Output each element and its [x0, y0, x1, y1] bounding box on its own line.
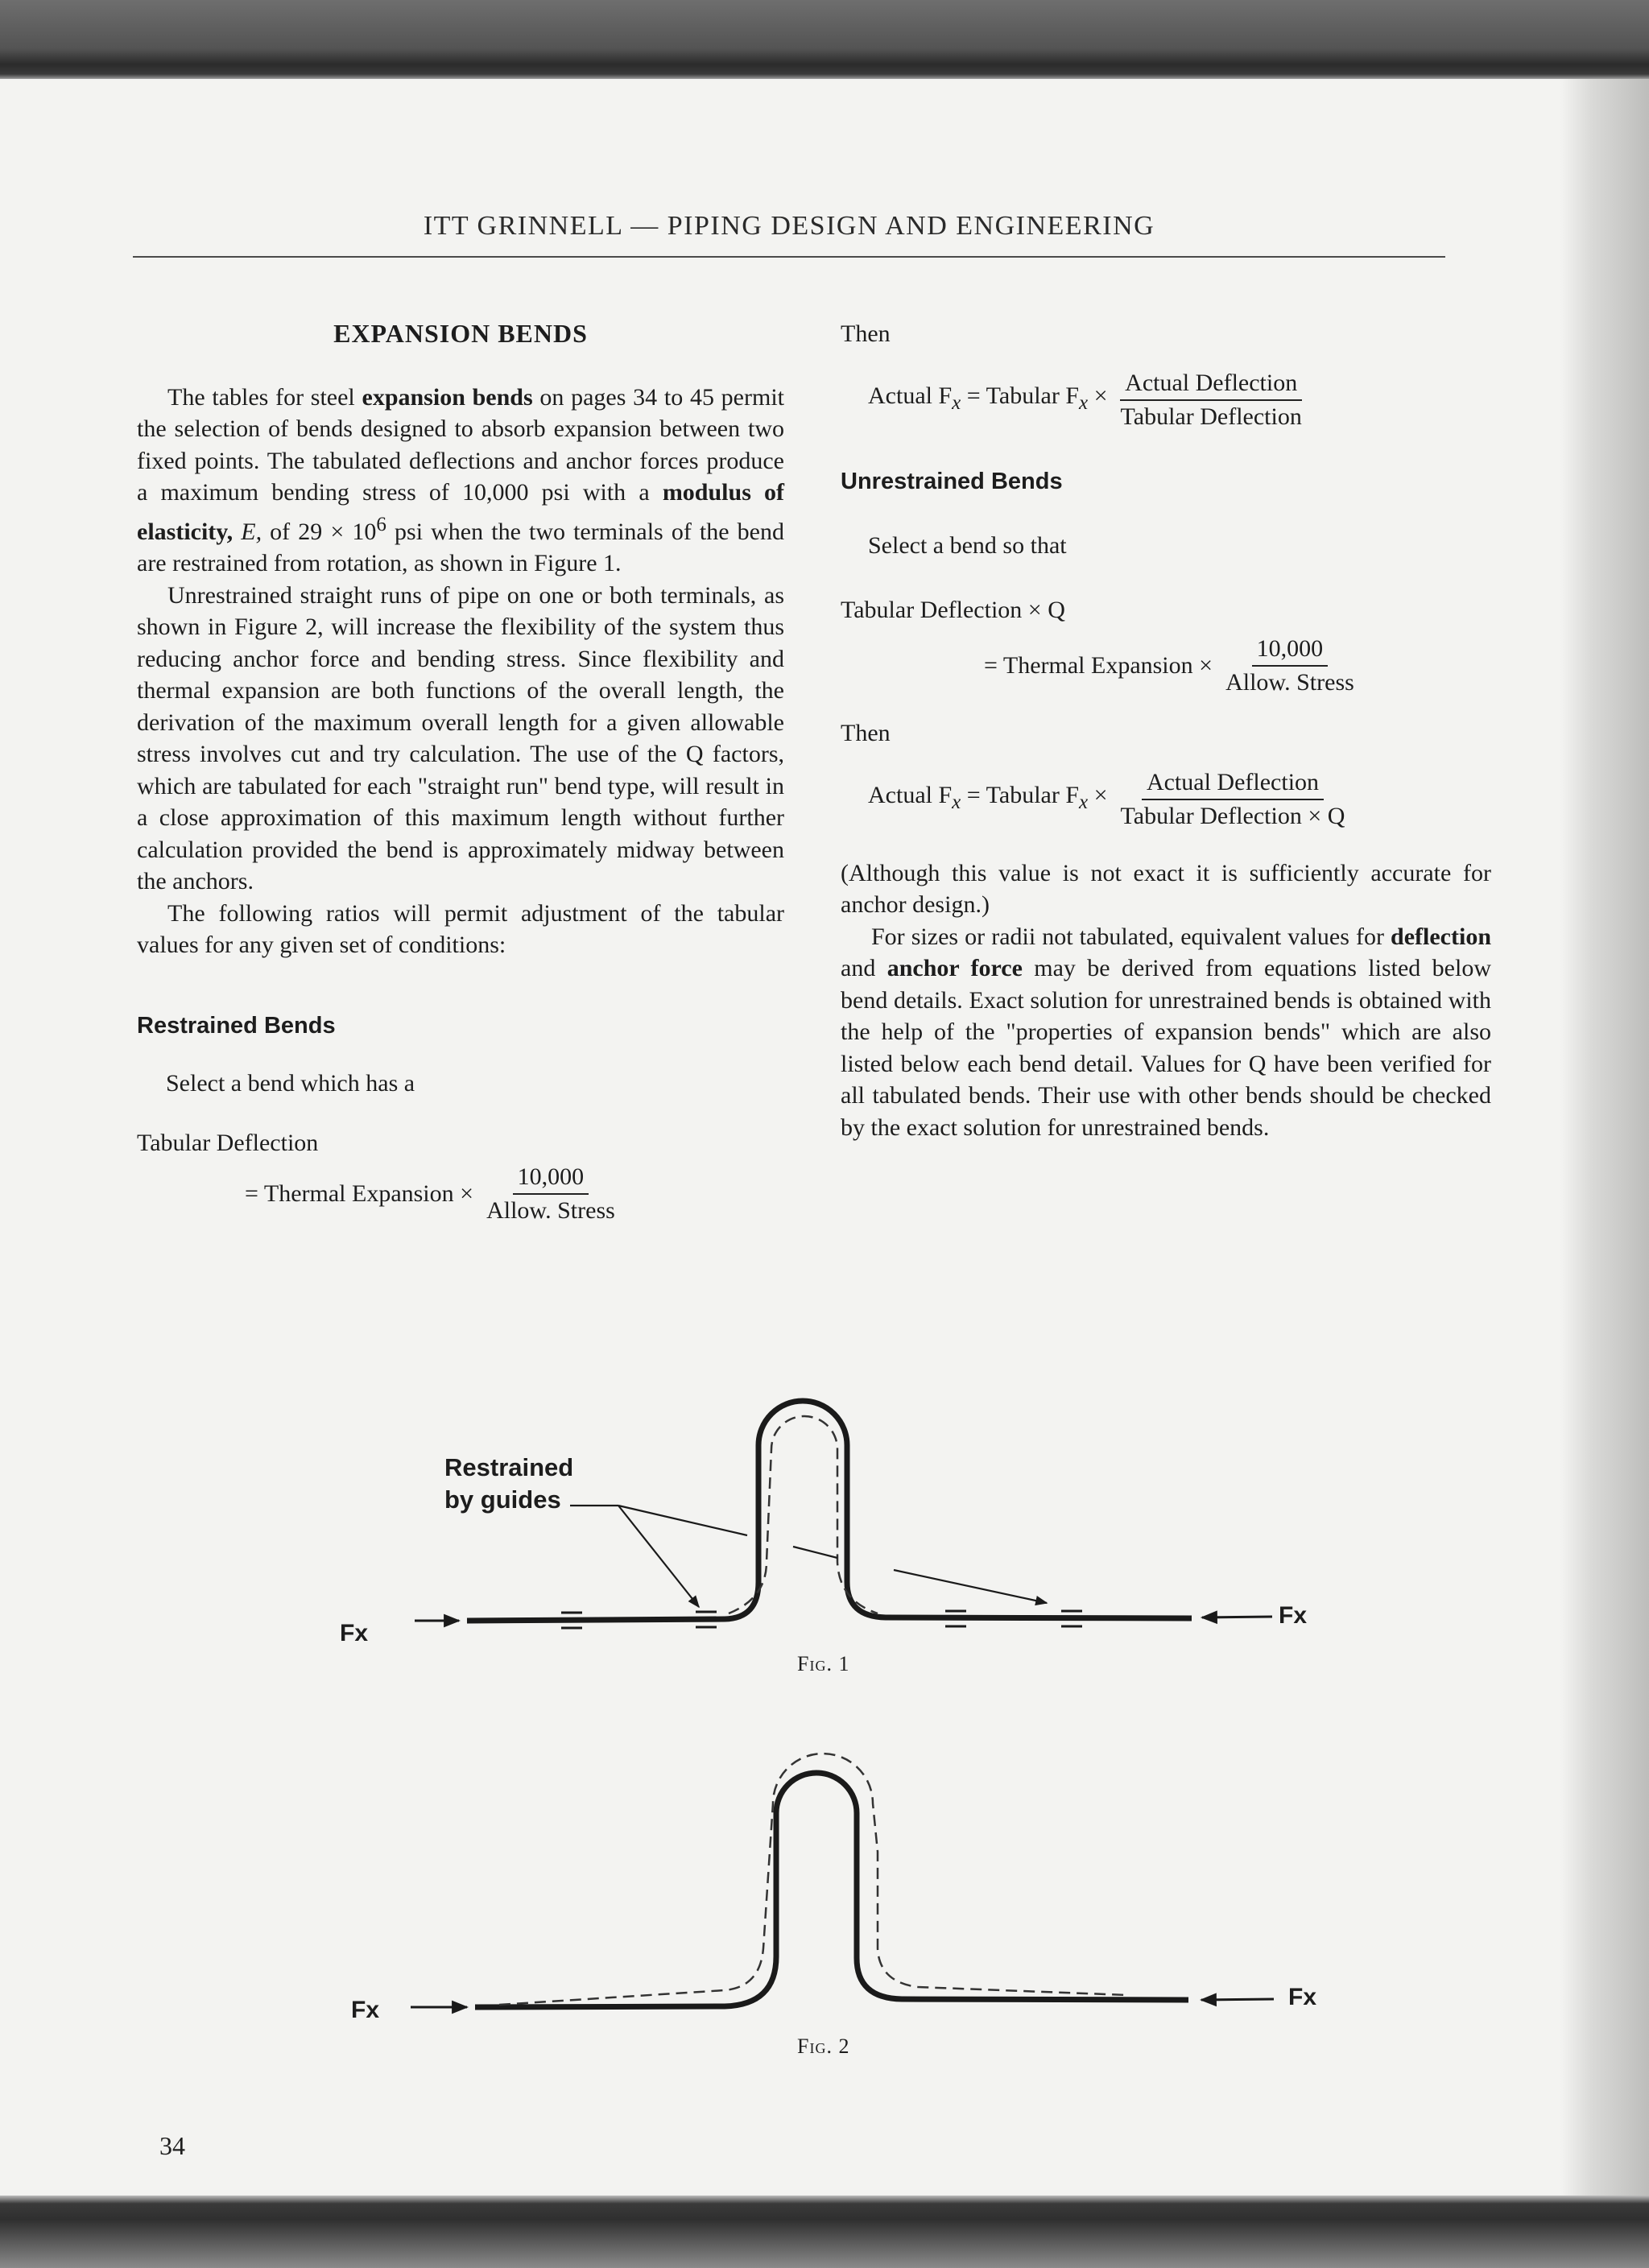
section-title: EXPANSION BENDS	[333, 319, 588, 348]
then-label-1: Then	[841, 320, 891, 347]
scan-bottom-shadow	[0, 2196, 1649, 2268]
fig2-force-arrow-right	[1201, 1999, 1274, 2000]
equation-lhs: Actual $F_x$ = Tabular $F_x$ ×	[868, 782, 1108, 814]
restrained-heading: Restrained Bends	[137, 1012, 336, 1039]
fraction-numerator: 10,000	[1252, 635, 1329, 667]
figure-1-caption: Fig. 1	[797, 1652, 850, 1675]
then-label-2: Then	[841, 720, 891, 746]
fraction-numerator: 10,000	[513, 1163, 589, 1195]
fraction-numerator: Actual Deflection	[1142, 769, 1324, 800]
fraction-denominator: Allow. Stress	[486, 1197, 615, 1224]
unrestrained-select-text: Select a bend so that	[868, 532, 1067, 559]
restrained-select-text: Select a bend which has a	[166, 1070, 415, 1097]
figure-2-caption: Fig. 2	[797, 2035, 850, 2058]
tabular-deflection-label: Tabular Deflection	[137, 1129, 319, 1156]
fig1-pipe	[467, 1401, 1192, 1621]
page-number: 34	[159, 2131, 185, 2160]
fraction-denominator: Tabular Deflection × Q	[1120, 802, 1345, 829]
restrained-by-guides-callout: Restrained by guides	[444, 1453, 574, 1514]
fig1-force-label-left: Fx	[340, 1620, 369, 1646]
fraction-numerator: Actual Deflection	[1120, 370, 1302, 401]
unrestrained-heading: Unrestrained Bends	[841, 468, 1063, 494]
fig2-force-label-left: Fx	[351, 1997, 380, 2023]
fig1-callout-leaders	[570, 1506, 1047, 1607]
equation-lhs: Actual $F_x$ = Tabular $F_x$ ×	[868, 382, 1108, 415]
fraction-denominator: Allow. Stress	[1225, 669, 1354, 696]
fig2-force-label-right: Fx	[1288, 1984, 1317, 2010]
fig1-deflected-pipe	[729, 1416, 878, 1613]
ratios-paragraph: The following ratios will permit adjustment of the tabular values for any given set of conditions:	[137, 899, 784, 958]
fig2-deflected-pipe	[499, 1754, 1127, 2005]
fig2-pipe	[475, 1773, 1188, 2007]
intro-paragraph: The tables for steel expansion bends on pages 34 to 45 permit the selection of bends designed to absorb expansion between two fixed points. The tabulated deflections and anchor forces produce a maximum bending stress of 10,000 psi with a modulus of elasticity, E, of $29 \times 10^6$ psi when the two terminals of the bend are restrained from rotation, as shown in Figure 1.	[137, 383, 785, 576]
tabular-deflection-q-label: Tabular Deflection × Q	[841, 596, 1065, 623]
figure-2-drawing	[411, 1754, 1274, 2007]
fraction-denominator: Tabular Deflection	[1120, 403, 1302, 430]
unrestrained-paragraph: Unrestrained straight runs of pipe on one or both terminals, as shown in Figure 2, will increase the flexibility of the system thus reducing anchor force and bending stress. Since flexibility and thermal expansion are both functions of the overall length, the derivation of the maximum overall length for a given allowable stress involves cut and try calculation. The use of the Q factors, which are tabulated for each "straight run" bend type, will result in a close approximation of this maximum length without further calculation provided the bend is approximately midway between the anchors.	[137, 581, 784, 894]
untabulated-paragraph: For sizes or radii not tabulated, equivalent values for deflection and anchor force may be derived from equations listed below bend details. Exact solution for unrestrained bends is obtained with the help of the "properties of expansion bends" which are also listed below each bend detail. Values for Q have been verified for all tabulated bends. Their use with other bends should be checked by the exact solution for unrestrained bends.	[841, 923, 1491, 1141]
accuracy-note: (Although this value is not exact it is sufficiently accurate for anchor design.)	[841, 859, 1491, 918]
running-head: ITT GRINNELL — PIPING DESIGN AND ENGINEERING	[423, 211, 1155, 241]
fig1-force-label-right: Fx	[1279, 1602, 1308, 1629]
equation-lhs: = Thermal Expansion ×	[245, 1180, 474, 1208]
equation-lhs: = Thermal Expansion ×	[984, 652, 1213, 680]
